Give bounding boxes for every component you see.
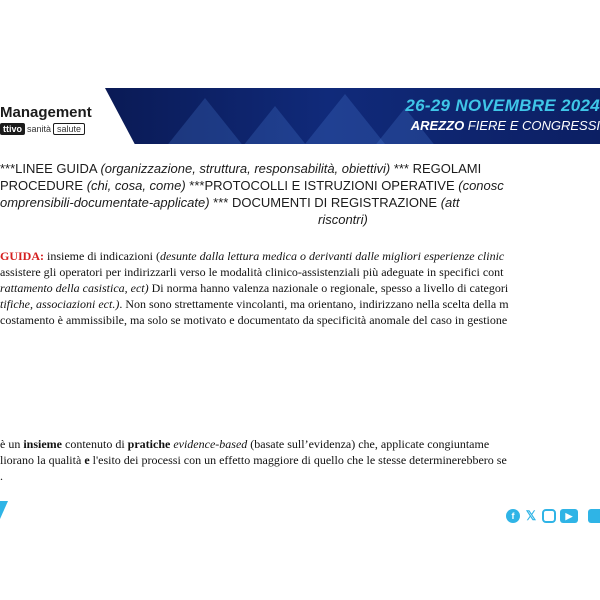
paragraph-line (0, 452, 600, 468)
hierarchy-text: (conosc (458, 178, 504, 193)
paragraph-line (0, 280, 600, 296)
decor-triangle (235, 106, 315, 144)
linee-guida-paragraph (0, 248, 600, 328)
paragraph-text: insieme (23, 437, 62, 451)
social-links (506, 509, 578, 523)
paragraph-text: costamento è ammissibile, ma solo se motivato e documentato da specificità anomale del caso in gestione (0, 313, 508, 327)
paragraph-text: Di norma hanno valenza nazionale o regionale, spesso a livello di categori (148, 281, 509, 295)
hierarchy-line (0, 194, 600, 211)
definition-paragraph (0, 436, 600, 484)
event-city: AREZZO (410, 118, 465, 133)
hierarchy-line (0, 177, 600, 194)
paragraph-line (0, 468, 600, 484)
x-icon[interactable]: 𝕏 (525, 508, 537, 523)
paragraph-text: contenuto di (62, 437, 128, 451)
hierarchy-text: ***LINEE GUIDA (0, 161, 101, 176)
hierarchy-text: (organizzazione, struttura, responsabilità, obiettivi) (100, 161, 391, 176)
brand-tag-3: salute (53, 123, 85, 135)
event-venue: FIERE E CONGRESSI (464, 118, 600, 133)
paragraph-text: è un (0, 437, 24, 451)
website-icon[interactable] (588, 509, 600, 523)
paragraph-text: pratiche (127, 437, 171, 451)
hierarchy-text: (chi, cosa, come) (86, 178, 186, 193)
paragraph-text: l'esito dei processi con un effetto maggiore di quello che le stesse determinerebbero se (89, 453, 507, 467)
paragraph-line (0, 436, 600, 452)
hierarchy-line (0, 211, 600, 228)
footer-accent (0, 501, 8, 519)
paragraph-text: tifiche, associazioni ect.) (0, 297, 120, 311)
paragraph-line (0, 296, 600, 312)
paragraph-text: insieme di indicazioni ( (44, 249, 160, 263)
hierarchy-text: *** REGOLAMI (390, 161, 482, 176)
paragraph-line (0, 312, 600, 328)
youtube-icon[interactable]: ▶ (560, 509, 578, 523)
hierarchy-text: PROCEDURE (0, 178, 87, 193)
paragraph-text: liorano la qualità (0, 453, 85, 467)
paragraph-text: (basate sull’evidenza) che, applicate congiuntame (247, 437, 490, 451)
instagram-icon[interactable] (542, 509, 556, 523)
decor-triangle (165, 98, 245, 144)
brand-tagline (0, 123, 85, 135)
event-date: 26-29 NOVEMBRE 2024 (405, 96, 600, 115)
brand-tag-1: ttivo (0, 123, 25, 135)
brand-logo: Management (0, 104, 92, 121)
paragraph-line (0, 264, 600, 280)
linee-guida-label: GUIDA: (0, 249, 44, 263)
hierarchy-text: omprensibili-documentate-applicate) (0, 195, 210, 210)
document-hierarchy (0, 160, 600, 228)
paragraph-line (0, 248, 600, 264)
hierarchy-text: (att (440, 195, 460, 210)
paragraph-text: assistere gli operatori per indirizzarli verso le modalità clinico-assistenziali più adeguate in specifici cont (0, 265, 504, 279)
paragraph-text: . Non sono strettamente vincolanti, ma orientano, indirizzano nella scelta della m (119, 297, 509, 311)
hierarchy-text: riscontri) (318, 212, 368, 227)
paragraph-text: evidence-based (173, 437, 248, 451)
paragraph-text: e (84, 453, 90, 467)
event-location (411, 118, 600, 133)
paragraph-text: desunte dalla lettura medica o derivanti dalle migliori esperienze clinic (159, 249, 505, 263)
paragraph-text: . (0, 469, 3, 483)
hierarchy-text: ***PROTOCOLLI E ISTRUZIONI OPERATIVE (185, 178, 459, 193)
facebook-icon[interactable]: f (506, 509, 520, 523)
hierarchy-text: *** DOCUMENTI DI REGISTRAZIONE (209, 195, 441, 210)
brand-tag-2: sanità (27, 124, 52, 134)
paragraph-text: rattamento della casistica, ect) (0, 281, 149, 295)
hierarchy-line (0, 160, 600, 177)
